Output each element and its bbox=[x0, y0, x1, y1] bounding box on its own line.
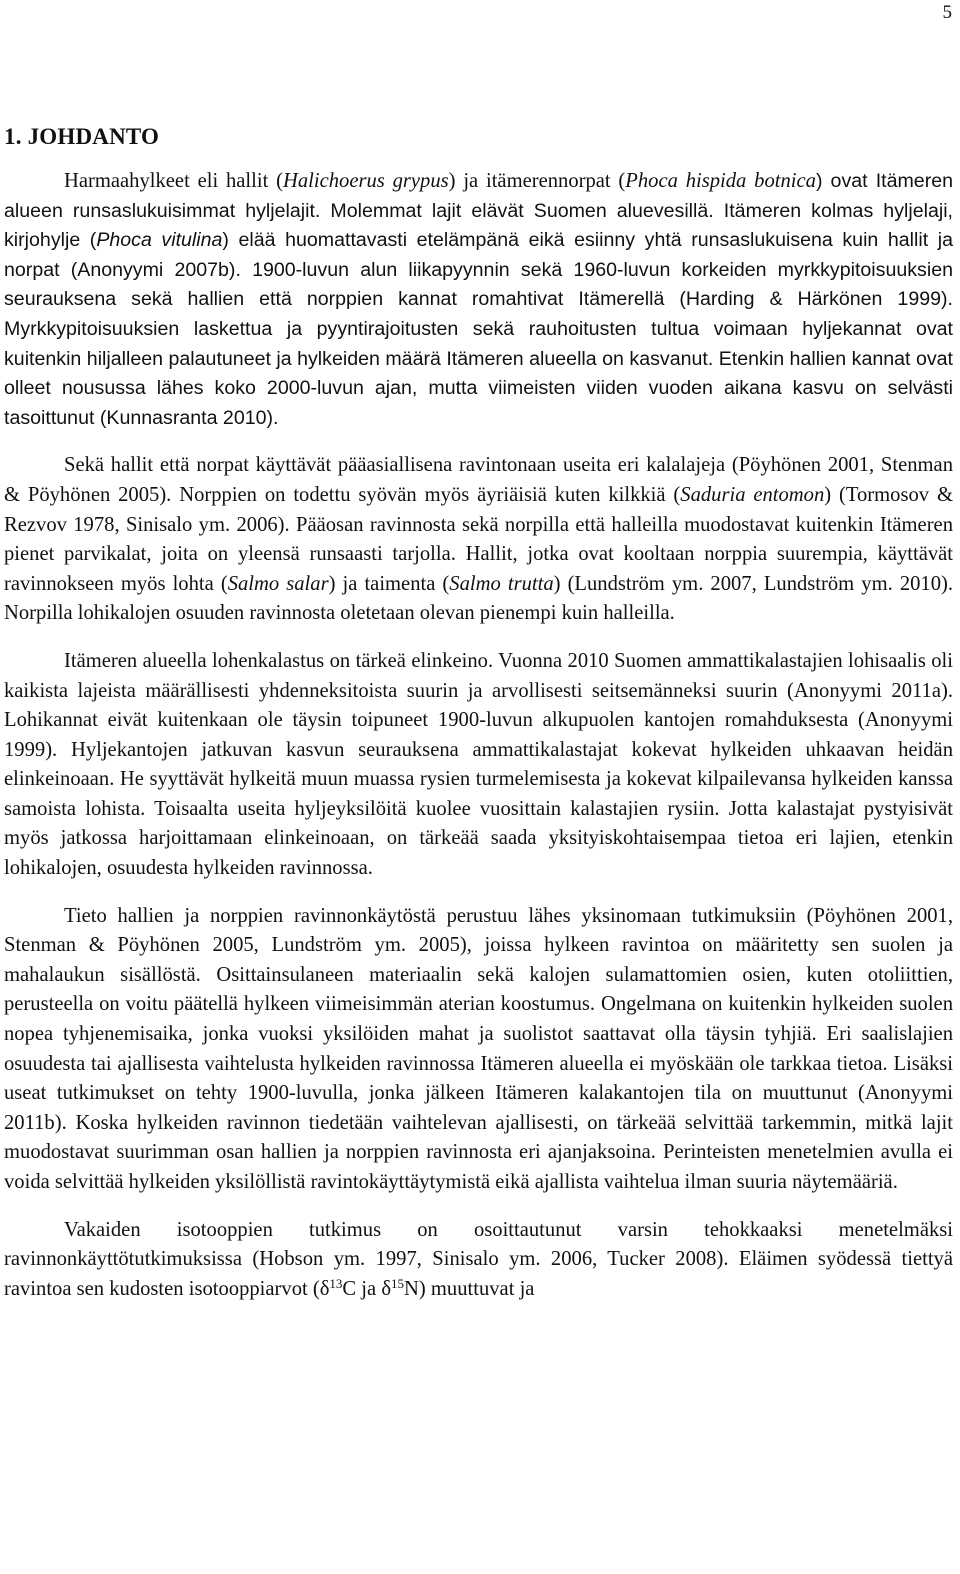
text-run: ) ja taimenta ( bbox=[328, 572, 450, 595]
text-run: C ja δ bbox=[342, 1277, 392, 1300]
text-run: ) elää huomattavasti etelämpänä eikä esiinny yhtä runsaslukuisena kuin hallit ja norpat (Anonyymi 2007b). 1900-luvun alun liikapyynnin sekä 1960-luvun korkeiden myrkkypitoisuuksien seurauksena sekä hallien että norppien kannat romahtivat Itämerellä (Harding & Härkönen 1999). Myrkkypitoisuuksien laskettua ja pyyntirajoitusten sekä rauhoitusten tultua voimaan hyljekannat ovat kuitenkin hiljalleen palautuneet ja hylkeiden määrä Itämeren alueella on kasvanut. Etenkin hallien kannat ovat olleet nousussa lähes koko 2000-luvun ajan, mutta viimeisten viiden vuoden aikana kasvu on selvästi tasoittunut (Kunnasranta 2010). bbox=[4, 229, 953, 429]
species-name: Phoca vitulina bbox=[96, 229, 223, 252]
species-name: Salmo trutta bbox=[449, 572, 554, 595]
paragraph-2 bbox=[4, 451, 953, 629]
page-number: 5 bbox=[942, 2, 952, 23]
isotope-superscript: 15 bbox=[391, 1275, 405, 1291]
text-run: ) ja itämerennorpat ( bbox=[448, 170, 626, 192]
paragraph-5 bbox=[4, 1216, 953, 1305]
text-run: Vakaiden isotooppien tutkimus on osoittautunut varsin tehokkaaksi menetelmäksi ravinnonkäyttötutkimuksissa (Hobson ym. 1997, Sinisalo ym. 2006, Tucker 2008). Eläimen syödessä tiettyä ravintoa sen kudosten isotooppiarvot (δ bbox=[4, 1218, 953, 1300]
text-run: N) muuttuvat ja bbox=[404, 1277, 535, 1300]
body-text bbox=[4, 167, 953, 1322]
isotope-superscript: 13 bbox=[329, 1275, 343, 1291]
section-heading: 1. JOHDANTO bbox=[4, 124, 160, 149]
text-run: Harmaahylkeet eli hallit ( bbox=[64, 170, 283, 192]
species-name: Phoca hispida botnica bbox=[625, 170, 816, 192]
paragraph-1 bbox=[4, 167, 953, 433]
paragraph-3: Itämeren alueella lohenkalastus on tärkeä elinkeino. Vuonna 2010 Suomen ammattikalastajien lohisaalis oli kaikista lajeista määrällisesti yhdenneksitoista suurin ja arvollisesti seitsemänneksi suurin (Anonyymi 2011a). Lohikannat eivät kuitenkaan ole täysin toipuneet 1900-luvun alkupuolen kantojen romahduksesta (Anonyymi 1999). Hyljekantojen jatkuvan kasvun seurauksena ammattikalastajat kokevat hylkeiden uhkaavan heidän elinkeinoaan. He syyttävät hylkeitä muun muassa rysien turmelemisesta ja kokevat kilpailevansa hylkeiden kanssa samoista lohista. Toisaalta useita hyljeyksilöitä kuolee vuosittain kalastajien rysiin. Jotta kalastajat pystyisivät myös jatkossa harjoittamaan elinkeinoaan, on tärkeää saada yksityiskohtaisempaa tietoa eri lajien, etenkin lohikalojen, osuudesta hylkeiden ravinnossa. bbox=[4, 649, 953, 880]
text-run: ) (Lundström ym. 2007, Lundström ym. 2010). Norpilla lohikalojen osuuden ravinnosta oletetaan olevan pienempi kuin halleilla. bbox=[4, 572, 954, 625]
species-name: Salmo salar bbox=[227, 572, 329, 595]
text-run: Sekä hallit että norpat käyttävät pääasiallisena ravintonaan useita eri kalalajeja (Pöyhönen 2001, Stenman & Pöyhönen 2005). Norppien on todettu syövän myös äyriäisiä kuten kilkkiä ( bbox=[4, 454, 953, 506]
text-run: ) (Tormosov & Rezvov 1978, Sinisalo ym. 2006). Pääosan ravinnosta sekä norpilla että halleilla muodostavat kuitenkin Itämeren pienet parvikalat, joita on yleensä runsaasti tarjolla. Hallit, jotka ovat kooltaan norppia suurempia, käyttävät ravinnokseen myös lohta ( bbox=[4, 483, 953, 595]
text-run: ) ovat Itämeren alueen runsaslukuisimmat hyljelajit. Molemmat lajit elävät Suomen aluevesillä. Itämeren kolmas hyljelaji, kirjohylje ( bbox=[4, 170, 954, 252]
species-name: Saduria entomon bbox=[680, 483, 825, 506]
paragraph-4: Tieto hallien ja norppien ravinnonkäytöstä perustuu lähes yksinomaan tutkimuksiin (Pöyhönen 2001, Stenman & Pöyhönen 2005, Lundström ym. 2005), joissa hylkeen ravintoa on määritetty sen suolen ja mahalaukun sisällöstä. Osittainsulaneen materiaalin sekä kalojen sulamattomien osien, kuten otoliittien, perusteella on voitu päätellä hylkeen viimeisimmän aterian koostumus. Ongelmana on kuitenkin hylkeiden suolen nopea tyhjenemisaika, jonka vuoksi yksilöiden mahat ja suolistot saattavat olla täysin tyhjiä. Eri saalislajien osuudesta tai ajallisesta vaihtelusta hylkeiden ravinnossa Itämeren alueella ei myöskään ole tarkkaa tietoa. Lisäksi useat tutkimukset on tehty 1900-luvulla, jonka jälkeen Itämeren kalakantojen tila on muuttunut (Anonyymi 2011b). Koska hylkeiden ravinnon tiedetään vaihtelevan ajallisesti, on tärkeää selvittää tarkemmin, mitkä lajit muodostavat suurimman osan hallien ja norppien ravinnosta eri ajanjaksoina. Perinteisten menetelmien avulla ei voida selvittää hylkeiden yksilöllistä ravintokäyttäytymistä eikä ajallista vaihtelua ilman suuria näytemääriä. bbox=[4, 904, 953, 1193]
species-name: Halichoerus grypus bbox=[282, 170, 449, 192]
